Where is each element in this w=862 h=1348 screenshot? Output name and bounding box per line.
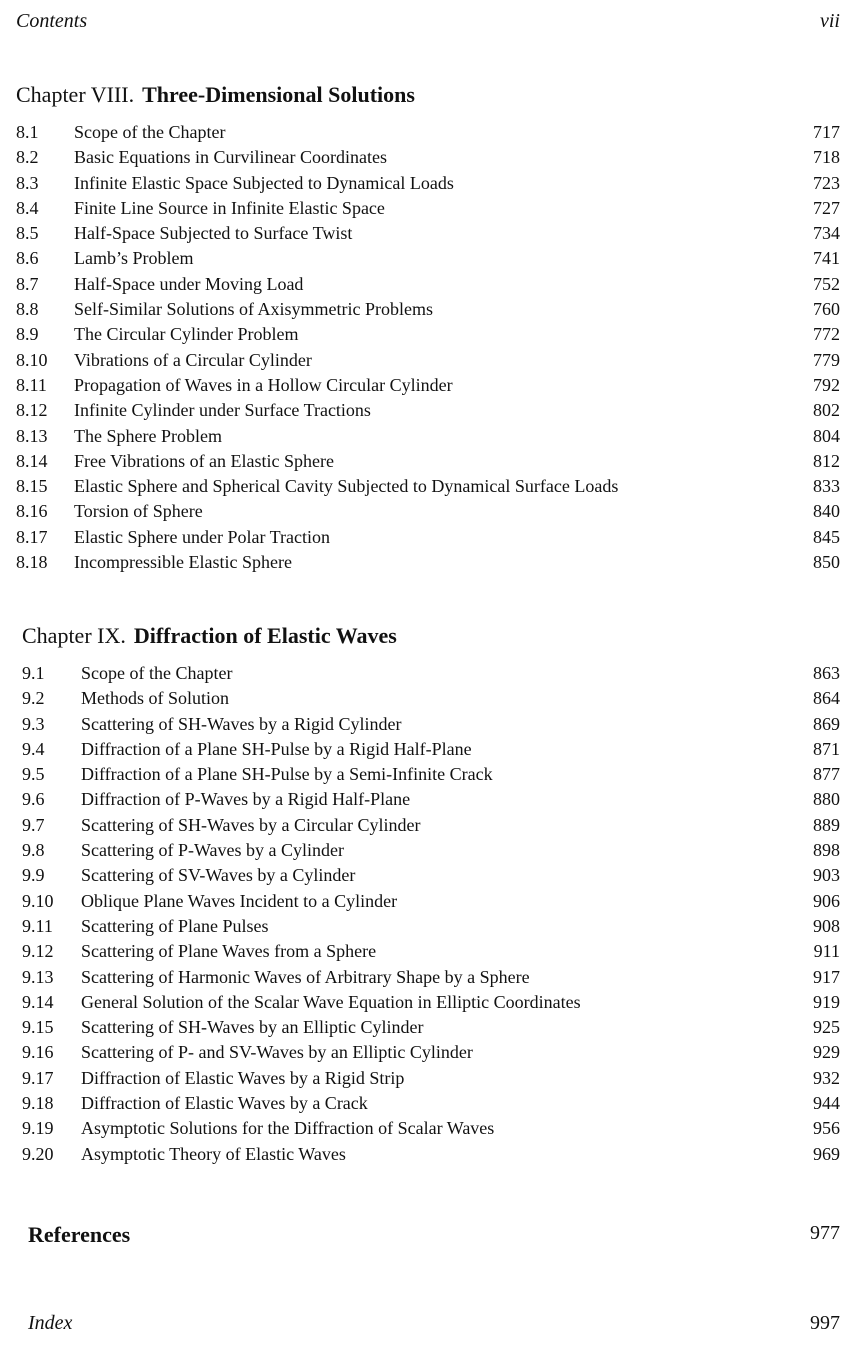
- section-title: Elastic Sphere and Spherical Cavity Subjected to Dynamical Surface Loads: [74, 476, 619, 497]
- section-number: 9.10: [22, 890, 54, 911]
- toc-row[interactable]: [0, 965, 862, 990]
- section-page: 908: [813, 915, 840, 936]
- section-title: Infinite Cylinder under Surface Tractions: [74, 400, 371, 421]
- toc-row[interactable]: [0, 990, 862, 1015]
- toc-row[interactable]: [0, 550, 862, 575]
- chapter-title: Diffraction of Elastic Waves: [133, 623, 397, 648]
- index-page: 997: [810, 1312, 840, 1334]
- section-number: 9.17: [22, 1067, 54, 1088]
- section-number: 8.16: [16, 501, 48, 522]
- section-page: 871: [813, 738, 840, 759]
- section-title: Half-Space under Moving Load: [74, 273, 304, 294]
- toc-row[interactable]: [0, 449, 862, 474]
- section-page: 929: [813, 1042, 840, 1063]
- chapter-heading: [0, 82, 862, 108]
- section-title: The Circular Cylinder Problem: [74, 324, 299, 345]
- section-number: 8.12: [16, 400, 48, 421]
- section-number: 9.12: [22, 941, 54, 962]
- toc-row[interactable]: [0, 813, 862, 838]
- toc-row[interactable]: [0, 398, 862, 423]
- section-page: 850: [813, 552, 840, 573]
- section-number: 8.5: [16, 223, 39, 244]
- section-title: The Sphere Problem: [74, 425, 222, 446]
- section-title: Scattering of P- and SV-Waves by an Elliptic Cylinder: [81, 1042, 473, 1063]
- section-number: 9.18: [22, 1093, 54, 1114]
- section-title: Scattering of P-Waves by a Cylinder: [81, 840, 344, 861]
- toc-row[interactable]: [0, 322, 862, 347]
- section-number: 9.7: [22, 814, 45, 835]
- section-page: 752: [813, 273, 840, 294]
- toc-row[interactable]: [0, 787, 862, 812]
- section-number: 9.14: [22, 991, 54, 1012]
- chapter-title: Three-Dimensional Solutions: [142, 82, 415, 107]
- section-page: 734: [813, 223, 840, 244]
- chapter-section: [0, 82, 862, 575]
- section-page: 845: [813, 526, 840, 547]
- index-entry[interactable]: [28, 1312, 840, 1335]
- section-number: 8.9: [16, 324, 39, 345]
- toc-row[interactable]: [0, 474, 862, 499]
- section-number: 8.8: [16, 299, 39, 320]
- toc-row[interactable]: [0, 246, 862, 271]
- section-title: Oblique Plane Waves Incident to a Cylinder: [81, 890, 398, 911]
- section-title: Diffraction of Elastic Waves by a Crack: [81, 1093, 368, 1114]
- section-title: Free Vibrations of an Elastic Sphere: [74, 450, 335, 471]
- references-entry[interactable]: [28, 1222, 840, 1248]
- section-page: 760: [813, 299, 840, 320]
- toc-row[interactable]: [0, 1116, 862, 1141]
- section-title: Scattering of SV-Waves by a Cylinder: [81, 865, 356, 886]
- section-title: Diffraction of a Plane SH-Pulse by a Semi-Infinite Crack: [81, 764, 493, 785]
- toc-row[interactable]: [0, 712, 862, 737]
- section-title: Infinite Elastic Space Subjected to Dynamical Loads: [74, 172, 454, 193]
- toc-row[interactable]: [0, 297, 862, 322]
- section-title: Scattering of Plane Pulses: [81, 915, 269, 936]
- section-page: 863: [813, 663, 840, 683]
- section-number: 8.10: [16, 349, 48, 370]
- section-page: 869: [813, 713, 840, 734]
- section-title: Basic Equations in Curvilinear Coordinates: [74, 147, 387, 168]
- section-number: 8.3: [16, 172, 39, 193]
- section-title: Diffraction of P-Waves by a Rigid Half-Plane: [81, 789, 411, 810]
- section-title: Propagation of Waves in a Hollow Circular Cylinder: [74, 374, 453, 395]
- section-page: 812: [813, 450, 840, 471]
- section-title: Scattering of SH-Waves by an Elliptic Cylinder: [81, 1017, 424, 1038]
- section-list: [0, 661, 862, 1167]
- toc-row[interactable]: [0, 914, 862, 939]
- section-title: Half-Space Subjected to Surface Twist: [74, 223, 353, 244]
- section-page: 906: [813, 890, 840, 911]
- section-number: 8.13: [16, 425, 48, 446]
- toc-row[interactable]: [0, 373, 862, 398]
- toc-row[interactable]: [0, 221, 862, 246]
- section-number: 9.8: [22, 840, 45, 861]
- toc-row[interactable]: [0, 1015, 862, 1040]
- section-title: Asymptotic Solutions for the Diffraction of Scalar Waves: [81, 1118, 495, 1139]
- running-head-left: Contents: [16, 10, 88, 32]
- toc-row[interactable]: [0, 737, 862, 762]
- toc-row[interactable]: [0, 272, 862, 297]
- section-number: 8.14: [16, 450, 48, 471]
- section-title: Scattering of Plane Waves from a Sphere: [81, 941, 377, 962]
- toc-row[interactable]: [0, 499, 862, 524]
- section-title: Elastic Sphere under Polar Traction: [74, 526, 330, 547]
- toc-row[interactable]: [0, 1091, 862, 1116]
- chapter-heading: [0, 623, 862, 649]
- page-number: vii: [820, 10, 840, 32]
- section-number: 9.13: [22, 966, 54, 987]
- toc-row[interactable]: [0, 424, 862, 449]
- toc-row[interactable]: [0, 863, 862, 888]
- toc-row[interactable]: [0, 1066, 862, 1091]
- section-number: 9.16: [22, 1042, 54, 1063]
- section-number: 8.11: [16, 374, 47, 395]
- toc-row[interactable]: [0, 196, 862, 221]
- section-number: 9.1: [22, 663, 45, 683]
- references-label: References: [28, 1222, 131, 1247]
- section-page: 779: [813, 349, 840, 370]
- section-title: Self-Similar Solutions of Axisymmetric Problems: [74, 299, 433, 320]
- section-page: 802: [813, 400, 840, 421]
- toc-row[interactable]: [0, 889, 862, 914]
- section-page: 772: [813, 324, 840, 345]
- section-page: 919: [813, 991, 840, 1012]
- section-page: 911: [813, 941, 840, 962]
- section-page: 833: [813, 476, 840, 497]
- section-number: 9.5: [22, 764, 45, 785]
- section-page: 840: [813, 501, 840, 522]
- section-number: 9.4: [22, 738, 45, 759]
- section-page: 944: [813, 1093, 840, 1114]
- toc-row[interactable]: [0, 171, 862, 196]
- toc-row[interactable]: [0, 1040, 862, 1065]
- toc-row[interactable]: [0, 686, 862, 711]
- section-title: Torsion of Sphere: [74, 501, 203, 522]
- section-number: 8.15: [16, 476, 48, 497]
- section-title: Finite Line Source in Infinite Elastic Space: [74, 197, 385, 218]
- running-head: [16, 10, 840, 33]
- section-number: 8.2: [16, 147, 39, 168]
- section-number: 9.9: [22, 865, 45, 886]
- chapter-section: [0, 623, 862, 1167]
- section-page: 723: [813, 172, 840, 193]
- section-title: Scattering of SH-Waves by a Rigid Cylinder: [81, 713, 402, 734]
- chapter-label: Chapter VIII.: [16, 82, 135, 107]
- section-title: Incompressible Elastic Sphere: [74, 552, 292, 573]
- section-number: 9.20: [22, 1143, 54, 1164]
- section-number: 8.18: [16, 552, 48, 573]
- references-page: 977: [810, 1222, 840, 1244]
- section-title: Scope of the Chapter: [74, 122, 226, 142]
- toc-row[interactable]: [0, 838, 862, 863]
- section-page: 889: [813, 814, 840, 835]
- section-number: 9.15: [22, 1017, 54, 1038]
- toc-row[interactable]: [0, 348, 862, 373]
- toc-row[interactable]: [0, 939, 862, 964]
- section-number: 9.2: [22, 688, 45, 709]
- toc-row[interactable]: [0, 120, 862, 145]
- section-title: Asymptotic Theory of Elastic Waves: [81, 1143, 346, 1164]
- section-page: 727: [813, 197, 840, 218]
- section-page: 969: [813, 1143, 840, 1164]
- section-page: 741: [813, 248, 840, 269]
- section-page: 877: [813, 764, 840, 785]
- section-number: 8.4: [16, 197, 39, 218]
- section-number: 9.6: [22, 789, 45, 810]
- section-page: 792: [813, 374, 840, 395]
- chapter-label: Chapter IX.: [22, 623, 126, 648]
- section-title: Vibrations of a Circular Cylinder: [74, 349, 312, 370]
- section-page: 925: [813, 1017, 840, 1038]
- section-title: Diffraction of a Plane SH-Pulse by a Rigid Half-Plane: [81, 738, 472, 759]
- toc-row[interactable]: [0, 525, 862, 550]
- section-page: 917: [813, 966, 840, 987]
- section-title: Lamb’s Problem: [74, 248, 194, 269]
- section-number: 8.6: [16, 248, 39, 269]
- section-number: 9.19: [22, 1118, 54, 1139]
- section-title: Scope of the Chapter: [81, 663, 233, 683]
- toc-row[interactable]: [0, 661, 862, 686]
- section-list: [0, 120, 862, 575]
- section-title: Methods of Solution: [81, 688, 230, 709]
- section-title: Scattering of Harmonic Waves of Arbitrary Shape by a Sphere: [81, 966, 530, 987]
- section-page: 898: [813, 840, 840, 861]
- toc-row[interactable]: [0, 1142, 862, 1167]
- toc-row[interactable]: [0, 762, 862, 787]
- section-title: Diffraction of Elastic Waves by a Rigid Strip: [81, 1067, 405, 1088]
- section-number: 8.1: [16, 122, 39, 142]
- section-title: Scattering of SH-Waves by a Circular Cylinder: [81, 814, 421, 835]
- section-page: 718: [813, 147, 840, 168]
- section-number: 8.17: [16, 526, 48, 547]
- toc-row[interactable]: [0, 145, 862, 170]
- section-page: 864: [813, 688, 840, 709]
- section-page: 956: [813, 1118, 840, 1139]
- section-page: 804: [813, 425, 840, 446]
- section-number: 9.3: [22, 713, 45, 734]
- section-page: 880: [813, 789, 840, 810]
- section-number: 9.11: [22, 915, 53, 936]
- section-number: 8.7: [16, 273, 39, 294]
- index-label: Index: [28, 1312, 73, 1334]
- section-page: 903: [813, 865, 840, 886]
- section-title: General Solution of the Scalar Wave Equation in Elliptic Coordinates: [81, 991, 581, 1012]
- section-page: 717: [813, 122, 840, 142]
- section-page: 932: [813, 1067, 840, 1088]
